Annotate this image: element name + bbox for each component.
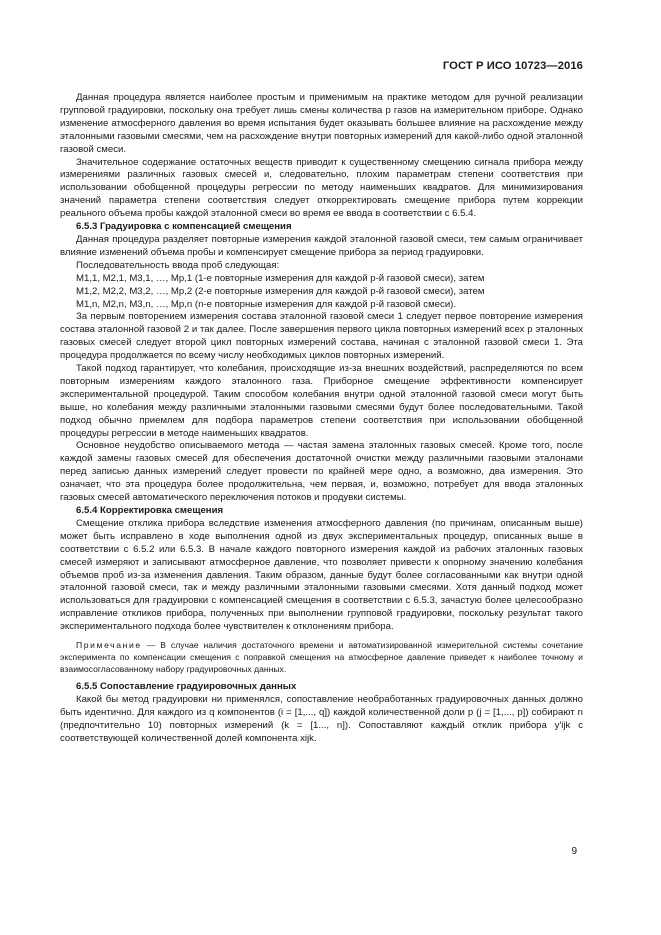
sequence-line: M1,2, M2,2, M3,2, …, Mp,2 (2-е повторные измерения для каждой p-й газовой смеси), затем [76, 285, 485, 297]
paragraph: Основное неудобство описываемого метода — частая замена эталонных газовых смесей. Кроме того, после каждой замены газовых смесей для обеспечения достаточной очистки между различными газовыми эталонами перед записью данных измерений следует провести по крайней мере одно, а возможно, два измерения. Это означает, что эта процедура более продолжительна, чем первая, и, возможно, потребует для ввода эталонных газовых смесей автоматического переключения потоков и продувки системы. [60, 440, 583, 504]
paragraph: За первым повторением измерения состава эталонной газовой смеси 1 следует первое повторение измерения состава эталонной газовой 2 и так далее. После завершения первого цикла повторных измерений всех p эталонных газовых смесей следует второй цикл повторных измерений состава, начиная с эталонной газовой смеси 1. Эта процедура продолжается по всему числу необходимых циклов повторных измерений. [60, 311, 583, 362]
note-text: — В случае наличия достаточного времени и автоматизированной измерительной системы сочетание эксперимента по компенсации смещения с поправкой смещения на атмосферное давление приведет к наиболее точному и взаимосогласованному набору градуировочных данных. [60, 640, 583, 674]
standard-header: ГОСТ Р ИСО 10723—2016 [442, 60, 583, 72]
page-number: 9 [571, 846, 577, 857]
paragraph: Такой подход гарантирует, что колебания, происходящие из-за внешних воздействий, распределяются по всем повторным измерениям каждого эталонного газа. Приборное смещение эффективности компенсирует экспериментальной процедурой. Таким способом колебания внутри одной эталонной газовой смеси могут быть выше, но колебания между различными эталонными газовыми смесями будут более последовательными. Такой подход обычно приемлем для подбора параметров степени соответствия при использовании обобщенной процедуры регрессии в методе наименьших квадратов. [60, 363, 583, 439]
sequence-line: M1,n, M2,n, M3,n, …, Mp,n (n-е повторные измерения для каждой p-й газовой смеси). [76, 298, 457, 310]
paragraph: Последовательность ввода проб следующая: [76, 259, 280, 271]
sequence-line: M1,1, M2,1, M3,1, …, Mp,1 (1-е повторные измерения для каждой p-й газовой смеси), затем [76, 272, 485, 284]
section-heading-6-5-3: 6.5.3 Градуировка с компенсацией смещения [76, 221, 292, 233]
paragraph: Данная процедура является наиболее простым и применимым на практике методом для ручной реализации групповой градуировки, поскольку она требует лишь смены количества p газов на измерительном приборе. Однако изменение атмосферного давления во время испытания будет оказывать большее влияние на расхождение между эталонными газовыми смесями, чем на расхождение внутри повторных измерений для какой-либо одной эталонной газовой смеси. [60, 92, 583, 155]
paragraph: Какой бы метод градуировки ни применялся, сопоставление необработанных градуировочных данных должно быть идентично. Для каждого из q компонентов (i = [1,..., q]) каждой количественной доли p (j = [1,..., p]) собирают n (предпочтительно 10) повторных измерений (k = [1..., n]). Сопоставляют каждый отклик прибора y′ijk с соответствующей количественной долей компонента xijk. [60, 694, 583, 745]
section-heading-6-5-4: 6.5.4 Корректировка смещения [76, 505, 224, 516]
section-heading-6-5-5: 6.5.5 Сопоставление градуировочных данных [76, 681, 297, 693]
injection-sequence [60, 273, 583, 312]
note-label: Примечание [76, 640, 142, 651]
paragraph: Значительное содержание остаточных веществ приводит к существенному смещению сигнала прибора между измерениями различных газовых смесей и, следовательно, плохим параметрам степени соответствия при использовании обобщенной процедуры регрессии по методу наименьших квадратов. Для минимизирования значений параметра степени соответствия следует откорректировать смещение прибора путем коррекции реального объема пробы каждой эталонной смеси во время ее ввода в соответствии с 6.5.4. [60, 156, 583, 220]
note [60, 640, 583, 675]
paragraph: Данная процедура разделяет повторные измерения каждой эталонной газовой смеси, тем самым ограничивает влияние изменений объема пробы и компенсирует смещение прибора за период градуировки. [60, 233, 583, 258]
body-text [60, 92, 583, 746]
paragraph: Смещение отклика прибора вследствие изменения атмосферного давления (по причинам, описанным выше) может быть исправлено в ходе выполнения одной из двух экспериментальных процедур, описанных выше в соответствии с 6.5.2 или 6.5.3. В начале каждого повторного измерения каждой из рабочих эталонных газовых смесей измеряют и записывают атмосферное давление, что позволяет привести к опорному значению колебания объемов проб из-за изменения давления. Таким образом, данные будут более согласованными как внутри одной эталонной газовой смеси, так и между различными эталонными газовыми смесями. Хотя данный подход может использоваться для градуировки с компенсацией смещения в соответствии с 6.5.3, зачастую более целесообразно исправление откликов прибора, полученных при выполнении групповой градуировки, поскольку результат такого экспериментального подхода более чувствителен к отклонениям прибора. [60, 517, 583, 633]
